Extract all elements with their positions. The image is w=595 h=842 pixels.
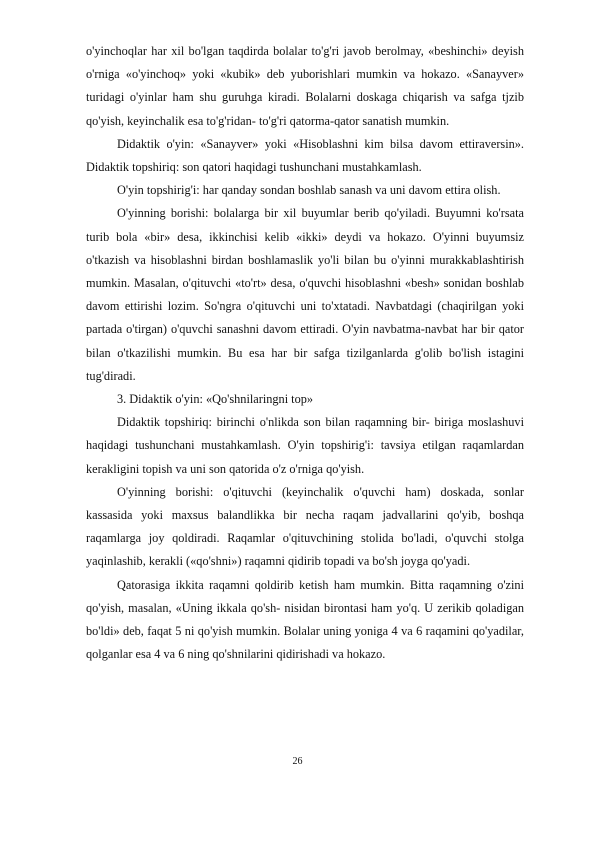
- paragraph-3: O'yin topshirig'i: har qanday sondan boshlab sanash va uni davom ettira olish.: [117, 183, 501, 198]
- paragraph-2: Didaktik o'yin: «Sanayver» yoki «Hisoblashni kim bilsa davom ettiraversin». Didaktik topshiriq: son qatori haqidagi tushunchani mustahkamlash.: [86, 136, 524, 175]
- body-text: [86, 40, 524, 666]
- paragraph-5: Didaktik topshiriq: birinchi o'nlikda son bilan raqamning bir- biriga moslashuvi haqidagi tushunchani mustahkamlash. O'yin topshirig'i: tavsiya etilgan raqamlardan kerakligini topish va uni son qatorida o'z o'rniga qo'yish.: [86, 415, 524, 476]
- paragraph-1: o'yinchoqlar har xil bo'lgan taqdirda bolalar to'g'ri javob berolmay, «beshinchi» deyish o'rniga «o'yinchoq» yoki «kubik» deb yuborishlari mumkin va hokazo. «Sanayver» turidagi o'yinlar ham shu guruhga kiradi. Bolalarni doskaga chiqarish va safga tjzib qo'yish, keyinchalik esa to'g'ridan- to'g'ri qatorma-qator sanatish mumkin.: [86, 44, 524, 128]
- section-heading: 3. Didaktik o'yin: «Qo'shnilaringni top»: [117, 392, 314, 407]
- paragraph-7: Qatorasiga ikkita raqamni qoldirib ketish ham mumkin. Bitta raqamning o'zini qo'yish, masalan, «Uning ikkala qo'sh- nisidan birontasi ham yo'q. U zerikib qoladigan bo'ldi» deb, faqat 5 ni qo'yish mumkin. Bolalar uning yoniga 4 va 6 raqamini qo'yadilar, qolganlar esa 4 va 6 ning qo'shnilarini qidirishadi va hokazo.: [86, 577, 524, 662]
- paragraph-6: O'yinning borishi: o'qituvchi (keyinchalik o'quvchi ham) doskada, sonlar kassasida yoki maxsus balandlikka bir necha raqam jadvallarini qo'yib, boshqa raqamlarga joy qoldiradi. Raqamlar o'qituvchining stolida bo'ladi, o'quvchi stolga yaqinlashib, kerakli («qo'shni») raqamni qidirib topadi va bo'sh joyga qo'yadi.: [86, 484, 524, 569]
- page-number: 26: [292, 756, 303, 767]
- paragraph-4: O'yinning borishi: bolalarga bir xil buyumlar berib qo'yiladi. Buyumni ko'rsata turib bola «bir» desa, ikkinchisi kelib «ikki» deydi va hokazo. O'yinni buyumsiz o'tkazish va hisoblashni birdan boshlamaslik yo'li bilan bu o'yinni murakkablashtirish mumkin. Masalan, o'qituvchi «to'rt» desa, o'quvchi hisoblashni «besh» sonidan boshlab davom ettirishi lozim. So'ngra o'qituvchi uni to'xtatadi. Navbatdagi (chaqirilgan yoki partada o'tirgan) o'quvchi sanashni davom ettiradi. O'yin navbatma-navbat har bir qator bilan o'tkazilishi mumkin. Bu esa har bir safga tizilganlarda g'olib bo'lish istagini tug'diradi.: [86, 206, 524, 383]
